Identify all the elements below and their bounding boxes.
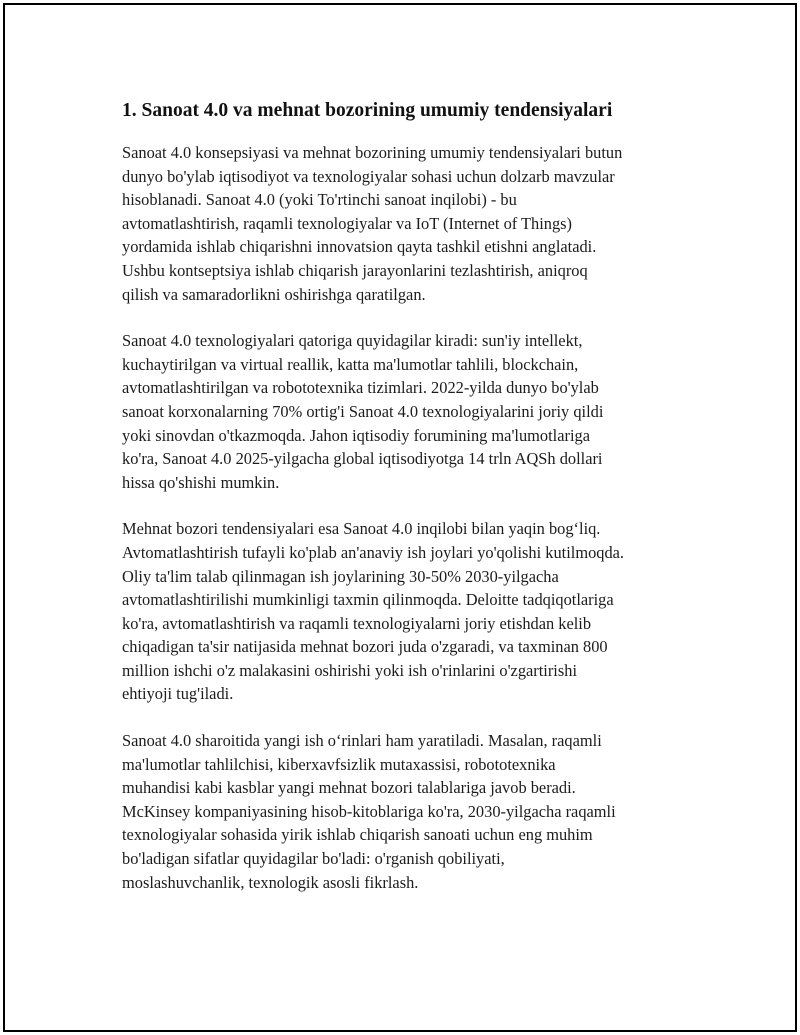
text-line: Ushbu kontseptsiya ishlab chiqarish jarayonlarini tezlashtirish, aniqroq	[122, 260, 588, 280]
paragraph-3	[122, 517, 702, 706]
text-line: chiqadigan ta'sir natijasida mehnat bozori juda o'zgaradi, va taxminan 800	[122, 637, 608, 657]
text-line: hisoblanadi. Sanoat 4.0 (yoki To'rtinchi sanoat inqilobi) - bu	[122, 190, 517, 210]
text-line: Sanoat 4.0 konsepsiyasi va mehnat bozorining umumiy tendensiyalari butun	[122, 143, 623, 162]
text-line: yoki sinovdan o'tkazmoqda. Jahon iqtisodiy forumining ma'lumotlariga	[122, 425, 590, 445]
text-line: Mehnat bozori tendensiyalari esa Sanoat 4.0 inqilobi bilan yaqin bog‘liq.	[122, 519, 601, 539]
text-line: ehtiyoji tug'iladi.	[122, 684, 234, 704]
text-line: ma'lumotlar tahlilchisi, kiberxavfsizlik mutaxassisi, robototexnika	[122, 754, 556, 774]
text-line: Sanoat 4.0 sharoitida yangi ish o‘rinlari ham yaratiladi. Masalan, raqamli	[122, 731, 602, 751]
paragraph-4	[122, 729, 702, 894]
section-heading: 1. Sanoat 4.0 va mehnat bozorining umumiy tendensiyalari	[122, 100, 613, 121]
text-line: dunyo bo'ylab iqtisodiyot va texnologiyalar sohasi uchun dolzarb mavzular	[122, 166, 615, 186]
text-line: avtomatlashtirilishi mumkinligi taxmin qilinmoqda. Deloitte tadqiqotlariga	[122, 590, 614, 610]
paragraph-1	[122, 141, 702, 306]
text-line: million ishchi o'z malakasini oshirishi yoki ish o'rinlarini o'zgartirishi	[122, 660, 577, 680]
text-line: Oliy ta'lim talab qilinmagan ish joylarining 30-50% 2030-yilgacha	[122, 566, 559, 586]
text-line: bo'ladigan sifatlar quyidagilar bo'ladi: o'rganish qobiliyati,	[122, 849, 505, 869]
paragraph-2	[122, 329, 702, 494]
text-line: yordamida ishlab chiqarishni innovatsion qayta tashkil etishni anglatadi.	[122, 237, 597, 257]
text-line: sanoat korxonalarning 70% ortig'i Sanoat 4.0 texnologiyalarini joriy qildi	[122, 401, 604, 421]
text-line: ko'ra, Sanoat 4.0 2025-yilgacha global iqtisodiyotga 14 trln AQSh dollari	[122, 449, 603, 469]
text-line: muhandisi kabi kasblar yangi mehnat bozori talablariga javob beradi.	[122, 778, 576, 798]
text-line: McKinsey kompaniyasining hisob-kitoblariga ko'ra, 2030-yilgacha raqamli	[122, 801, 616, 821]
document-body	[122, 97, 702, 917]
text-line: hissa qo'shishi mumkin.	[122, 472, 280, 492]
text-line: Avtomatlashtirish tufayli ko'plab an'anaviy ish joylari yo'qolishi kutilmoqda.	[122, 542, 625, 562]
text-line: texnologiyalar sohasida yirik ishlab chiqarish sanoati uchun eng muhim	[122, 825, 593, 845]
text-line: avtomatlashtirish, raqamli texnologiyalar va IoT (Internet of Things)	[122, 213, 573, 233]
text-line: kuchaytirilgan va virtual reallik, katta ma'lumotlar tahlili, blockchain,	[122, 354, 579, 374]
text-line: qilish va samaradorlikni oshirishga qaratilgan.	[122, 284, 426, 304]
text-line: avtomatlashtirilgan va robototexnika tizimlari. 2022-yilda dunyo bo'ylab	[122, 378, 599, 398]
text-line: Sanoat 4.0 texnologiyalari qatoriga quyidagilar kiradi: sun'iy intellekt,	[122, 331, 583, 351]
text-line: moslashuvchanlik, texnologik asosli fikrlash.	[122, 872, 419, 892]
page-frame	[3, 3, 797, 1032]
text-line: ko'ra, avtomatlashtirish va raqamli texnologiyalarni joriy etishdan kelib	[122, 613, 592, 633]
